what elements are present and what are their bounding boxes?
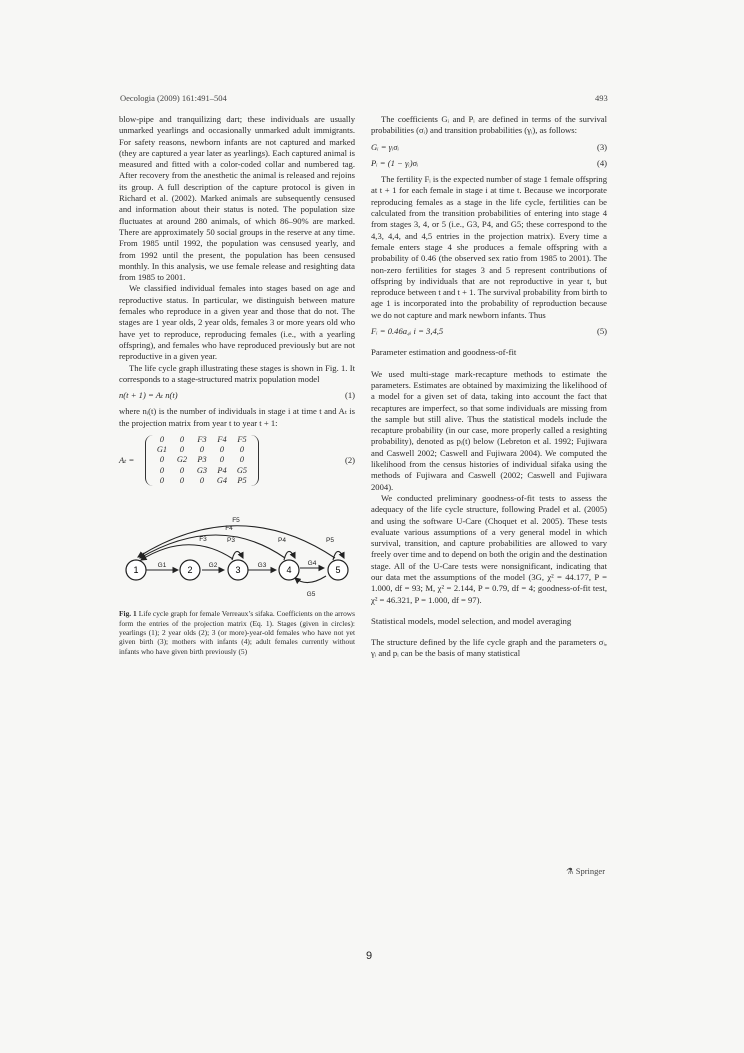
- matrix-cell: F3: [197, 435, 207, 445]
- matrix-cell: 0: [159, 465, 165, 475]
- matrix-cell: 0: [219, 445, 225, 455]
- edge-label-p3: P3: [227, 537, 235, 545]
- paragraph: blow-pipe and tranquilizing dart; these individuals are usually unmarked yearlings and occasionally unmarked adult immigrants. For safety reasons, newborn infants are not captured and marked (they are captured a year later as yearlings). Each captured animal is measured and fitted with a color-coded collar and numbered tag. After recovery from the anesthetic the animal is released and rejoins its group. A full description of the capture protocol is given in Richard et al. (2002). Marked animals are subsequently censused and information about their status is noted. The population size fluctuates at around 280 animals, of which 86–90% are marked. There are approximately 50 social groups in the reserve at any time. From 1985 until 1992, the population was censused yearly, and from 1992 until the present, the population has been censused monthly. In this analysis, we use female release and resighting data from 1985 to 2001.: [119, 114, 355, 283]
- node-label: 4: [286, 565, 292, 576]
- matrix-cell: G4: [216, 475, 228, 485]
- equation-2-matrix: [119, 435, 355, 486]
- equation-3: [371, 142, 607, 153]
- journal-header: Oecologia (2009) 161:491–504: [120, 93, 227, 103]
- edge-label-f5: F5: [232, 517, 240, 525]
- edge-label-f3: F3: [199, 536, 207, 544]
- section-heading: Statistical models, model selection, and model averaging: [371, 615, 572, 626]
- springer-logo: [566, 866, 605, 877]
- arrow-f4: [140, 535, 285, 558]
- matrix-cell: 0: [239, 455, 245, 465]
- right-column: [371, 114, 607, 660]
- node-label: 3: [235, 565, 241, 576]
- life-cycle-graph: [119, 492, 355, 602]
- matrix-cell: F4: [217, 435, 227, 445]
- matrix-cell: G1: [156, 445, 168, 455]
- paragraph: We conducted preliminary goodness-of-fit tests to assess the adequacy of the life cycle structure, following Pradel et al. (2005) and using the software U-Care (Choquet et al. 2005). These tests evaluate various assumptions of a very general model in which survival, transition, and capture probabilities are allowed to vary freely over time and to depend on both the origin and the destination stage. All of the U-Care tests were nonsignificant, indicating that our data met the assumptions of the model (3G, χ² = 44.177, P = 1.000, df = 93; M, χ² = 2.144, P = 0.79, df = 4; goodness-of-fit test, χ² = 46.321, P = 1.000, df = 97).: [371, 492, 607, 605]
- matrix-cell: 0: [199, 475, 205, 485]
- paragraph: We used multi-stage mark-recapture methods to estimate the parameters. Estimates are obtained by maximizing the likelihood of a model for a given set of data, taking into account the fact that recaptures are imperfect, so that some individuals are missing from the sample but still alive. Thus the statistical models include the recapture probability (in our case, more properly called a resighting probability), denoted as pᵢ(t) below (Lebreton et al. 1992; Fujiwara and Caswell 2002; Caswell and Fujiwara 2004). We computed the likelihood from the census histories of individual sifaka using the methods of Fujiwara and Caswell (2002; Caswell and Fujiwara 2004).: [371, 368, 607, 492]
- matrix-cell: 0: [159, 455, 165, 465]
- edge-label-p5: P5: [326, 537, 334, 545]
- matrix-cell: 0: [219, 455, 225, 465]
- loop-p3: [232, 551, 243, 560]
- matrix-cell: G5: [236, 465, 248, 475]
- springer-icon: ⚗: [566, 866, 574, 876]
- matrix-cell: 0: [179, 445, 185, 455]
- matrix-cell: 0: [179, 475, 185, 485]
- equation-number: (4): [596, 157, 607, 168]
- edge-label-g4: G4: [307, 560, 317, 568]
- matrix-table: [152, 435, 252, 486]
- matrix-row: [152, 476, 252, 486]
- matrix-cell: 0: [179, 435, 185, 445]
- paragraph: The structure defined by the life cycle graph and the parameters σᵢ, γᵢ and pᵢ can be the basis of many statistical: [371, 637, 607, 659]
- matrix-cell: F5: [237, 435, 247, 445]
- paragraph: The fertility Fᵢ is the expected number of stage 1 female offspring at t + 1 for each female in stage i at time t. Because we incorporate reproducing females as a stage in the life cycle, fertilities can be calculated from the transition probabilities of entering into stage 4 from stages 3, 4, or 5 (i.e., G3, P4, and G5; these correspond to the 4,3, 4,4, and 4,5 entries in the projection matrix). Every time a female enters stage 4 she produces a female offspring with a probability of 0.46 (the observed sex ratio from 1985 to 2001). The non-zero fertilities for stages 3 and 5 represent contributions of offspring by individuals that are not reproductive in year t, but reproduce between t and t + 1. The survival probability from birth to age 1 is incorporated into the probability of reproduction because we do not capture and mark newborn infants. Thus: [371, 174, 607, 320]
- equation-number: (3): [596, 141, 607, 152]
- matrix-cell: P4: [217, 465, 227, 475]
- edge-label-g2: G2: [208, 562, 218, 570]
- section-heading: Parameter estimation and goodness-of-fit: [371, 347, 517, 358]
- node-label: 2: [187, 565, 193, 576]
- loop-p4: [284, 551, 295, 560]
- matrix-lhs: Aₜ =: [119, 454, 135, 465]
- edge-label-g1: G1: [157, 562, 167, 570]
- edge-label-f4: F4: [225, 525, 233, 533]
- equation-5: [371, 326, 607, 337]
- matrix-row: [152, 445, 252, 455]
- edge-label-p4: P4: [278, 537, 286, 545]
- matrix-cell: 0: [199, 445, 205, 455]
- edge-label-g5: G5: [306, 591, 316, 599]
- paragraph: The coefficients Gᵢ and Pᵢ are defined in terms of the survival probabilities (σᵢ) and transition probabilities (γᵢ), as follows:: [371, 114, 607, 136]
- equation-text: Pᵢ = (1 − γᵢ)σᵢ: [371, 157, 419, 168]
- matrix-cell: G2: [176, 455, 188, 465]
- projection-matrix: [145, 435, 259, 486]
- equation-number: (2): [344, 454, 355, 465]
- paragraph: where nᵢ(t) is the number of individuals in stage i at time t and Aₜ is the projection matrix from year t to year t + 1:: [119, 406, 355, 428]
- equation-4: [371, 158, 607, 169]
- matrix-row: [152, 466, 252, 476]
- matrix-cell: P5: [237, 475, 247, 485]
- equation-number: (1): [344, 390, 355, 401]
- matrix-row: [152, 435, 252, 445]
- page-number: 9: [366, 950, 373, 962]
- header-page-number: 493: [595, 93, 608, 103]
- matrix-cell: P3: [197, 455, 207, 465]
- equation-text: Fᵢ = 0.46a₄ᵢ i = 3,4,5: [371, 326, 444, 337]
- matrix-cell: 0: [179, 465, 185, 475]
- edge-label-g3: G3: [257, 562, 267, 570]
- loop-p5: [333, 551, 344, 560]
- figure-caption: [119, 609, 355, 655]
- life-cycle-figure: [119, 492, 355, 656]
- arrow-f5: [138, 526, 335, 558]
- equation-number: (5): [596, 326, 607, 337]
- matrix-row: [152, 455, 252, 465]
- equation-1: [119, 390, 355, 401]
- matrix-cell: 0: [239, 445, 245, 455]
- node-label: 1: [133, 565, 139, 576]
- equation-text: Gᵢ = γᵢσᵢ: [371, 141, 400, 152]
- arrow-g5: [295, 576, 326, 583]
- equation-text: n(t + 1) = Aₜ n(t): [119, 390, 178, 401]
- node-label: 5: [335, 565, 341, 576]
- caption-label: Fig. 1: [119, 609, 137, 619]
- matrix-cell: G3: [196, 465, 208, 475]
- paragraph: The life cycle graph illustrating these stages is shown in Fig. 1. It corresponds to a stage-structured matrix population model: [119, 362, 355, 384]
- paragraph: We classified individual females into stages based on age and reproductive status. In particular, we distinguish between mature females who reproduce in a given year and those that do not. The stages are 1 year olds, 2 year olds, females 3 or more years old who have yet to reproduce, reproducing females (i.e., with a yearling offspring), and females who have reproduced previously but are not reproductive in a given year.: [119, 283, 355, 362]
- springer-label: Springer: [575, 866, 606, 876]
- matrix-cell: 0: [159, 475, 165, 485]
- caption-text: Life cycle graph for female Verreaux’s sifaka. Coefficients on the arrows form the entries of the projection matrix (Eq. 1). Stages (given in circles): yearlings (1); 2 year olds (2); 3 (or more)-year-old females who have not yet given birth (3); mothers with infants (4); adult females currently without infants who have given birth previously (5): [119, 609, 356, 656]
- left-column: [119, 114, 355, 660]
- matrix-cell: 0: [159, 435, 165, 445]
